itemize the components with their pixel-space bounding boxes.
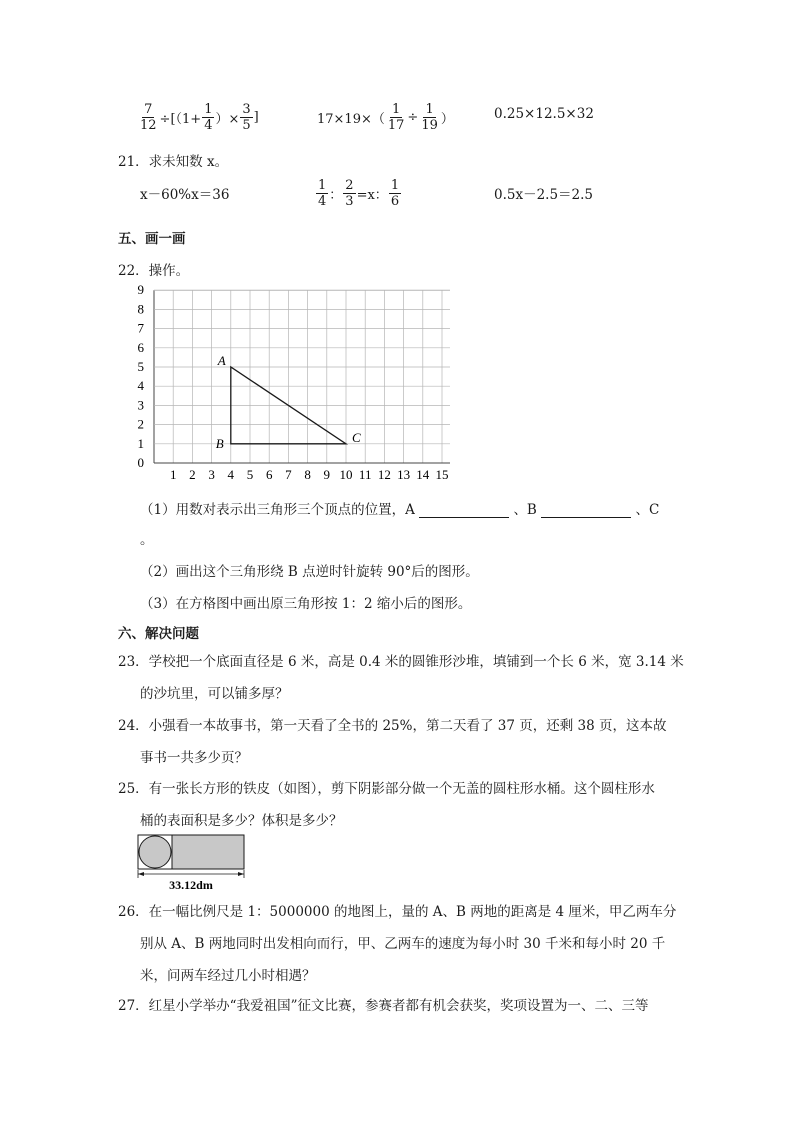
x-tick-label: 10 xyxy=(339,467,353,482)
fraction: $\frac{1}{4}$ xyxy=(318,178,327,209)
x-tick-label: 9 xyxy=(323,467,331,482)
vertex-label-c: C xyxy=(352,429,361,445)
coordinate-grid xyxy=(130,285,450,485)
equation-2: $\frac{1}{4}$ ： $\frac{2}{3}$ =x： $\frac{1}{6}$ xyxy=(318,178,400,209)
dimension-label: 33.12dm xyxy=(169,878,213,892)
fraction: $\frac{1}{6}$ xyxy=(390,178,400,209)
y-tick-label: 5 xyxy=(137,359,144,374)
question-23: 23．学校把一个底面直径是 6 米，高是 0.4 米的圆锥形沙堆，填铺到一个长 6 米，宽 3.14 米 的沙坑里，可以铺多厚？ xyxy=(118,654,684,702)
calc-expression-1: $\frac{7}{12}$ ÷[（1+ $\frac{1}{4}$ ）× $\frac{3}{5}$ ] xyxy=(140,102,259,133)
x-axis-ticks xyxy=(170,467,449,482)
y-tick-label: 9 xyxy=(137,285,144,298)
x-tick-label: 7 xyxy=(285,467,292,482)
x-tick-label: 8 xyxy=(304,467,311,482)
section-5-heading: 五、画一画 xyxy=(118,231,186,247)
fraction: $\frac{2}{3}$ xyxy=(345,178,354,209)
x-tick-label: 15 xyxy=(435,467,449,482)
answer-blank-b[interactable] xyxy=(541,503,631,518)
shaded-circle xyxy=(139,836,171,868)
calc-expression-3: 0.25×12.5×32 xyxy=(494,106,594,122)
x-tick-label: 2 xyxy=(189,467,196,482)
vertex-label-b: B xyxy=(215,435,224,451)
y-tick-label: 1 xyxy=(137,435,144,451)
y-tick-label: 2 xyxy=(137,416,144,432)
question-24: 24．小强看一本故事书，第一天看了全书的 25%，第二天看了 37 页，还剩 38 页，这本故 事书一共多少页？ xyxy=(118,718,667,766)
y-tick-label: 4 xyxy=(137,378,144,394)
equation-3: 0.5x－2.5＝2.5 xyxy=(494,187,594,203)
question-22-sub3: （3）在方格图中画出原三角形按 1：2 缩小后的图形。 xyxy=(140,596,472,612)
x-tick-label: 13 xyxy=(397,467,411,482)
fraction: $\frac{3}{5}$ xyxy=(242,102,251,133)
question-22-sub1-end: 。 xyxy=(140,532,154,548)
question-25: 25．有一张长方形的铁皮（如图），剪下阴影部分做一个无盖的圆柱形水桶。这个圆柱形水 桶的表面积是多少？体积是多少？ xyxy=(118,781,655,829)
calc-expression-2: 17×19×（ $\frac{1}{17}$ ÷ $\frac{1}{19}$ ） xyxy=(317,102,454,133)
question-21-title: 21．求未知数 x。 xyxy=(118,154,229,170)
section-6-heading: 六、解决问题 xyxy=(118,626,199,642)
vertex-label-a: A xyxy=(217,353,226,368)
fraction: $\frac{1}{4}$ xyxy=(204,102,213,133)
grid-lines xyxy=(154,290,450,463)
iron-sheet-figure xyxy=(136,834,248,892)
x-tick-label: 5 xyxy=(246,467,254,482)
y-tick-label: 0 xyxy=(137,455,144,470)
x-tick-label: 11 xyxy=(358,467,372,482)
x-tick-label: 4 xyxy=(227,467,235,482)
arrow-left-icon xyxy=(138,872,144,876)
fraction: $\frac{1}{19}$ xyxy=(421,102,438,133)
question-22-sub1: （1）用数对表示出三角形三个顶点的位置，A 、B 、C xyxy=(140,502,660,518)
arrow-right-icon xyxy=(238,872,244,876)
y-tick-label: 6 xyxy=(137,339,144,355)
question-22-sub2: （2）画出这个三角形绕 B 点逆时针旋转 90°后的图形。 xyxy=(140,564,479,580)
x-tick-label: 6 xyxy=(265,467,273,482)
question-27: 27．红星小学举办“我爱祖国”征文比赛，参赛者都有机会获奖，奖项设置为一、二、三等 xyxy=(118,998,649,1014)
equation-1: x－60%x＝36 xyxy=(140,187,230,203)
fraction: $\frac{1}{17}$ xyxy=(387,102,405,133)
y-tick-label: 8 xyxy=(137,301,144,317)
question-22-title: 22．操作。 xyxy=(118,263,190,279)
x-tick-label: 12 xyxy=(377,467,391,482)
y-axis-ticks xyxy=(138,285,145,470)
x-tick-label: 14 xyxy=(416,467,430,482)
fraction: $\frac{7}{12}$ xyxy=(140,102,157,133)
question-26: 26．在一幅比例尺是 1：5000000 的地图上，量的 A、B 两地的距离是 4 厘米，甲乙两车分 别从 A、B 两地同时出发相向而行，甲、乙两车的速度为每小时 30 千米和每小时 20 千 米，问两车经过几小时相遇？ xyxy=(118,904,677,984)
y-tick-label: 3 xyxy=(137,397,144,413)
shaded-rectangle xyxy=(172,835,244,869)
y-tick-label: 7 xyxy=(137,320,144,336)
x-tick-label: 3 xyxy=(208,467,215,482)
x-tick-label: 1 xyxy=(169,467,177,482)
answer-blank-a[interactable] xyxy=(419,503,509,518)
